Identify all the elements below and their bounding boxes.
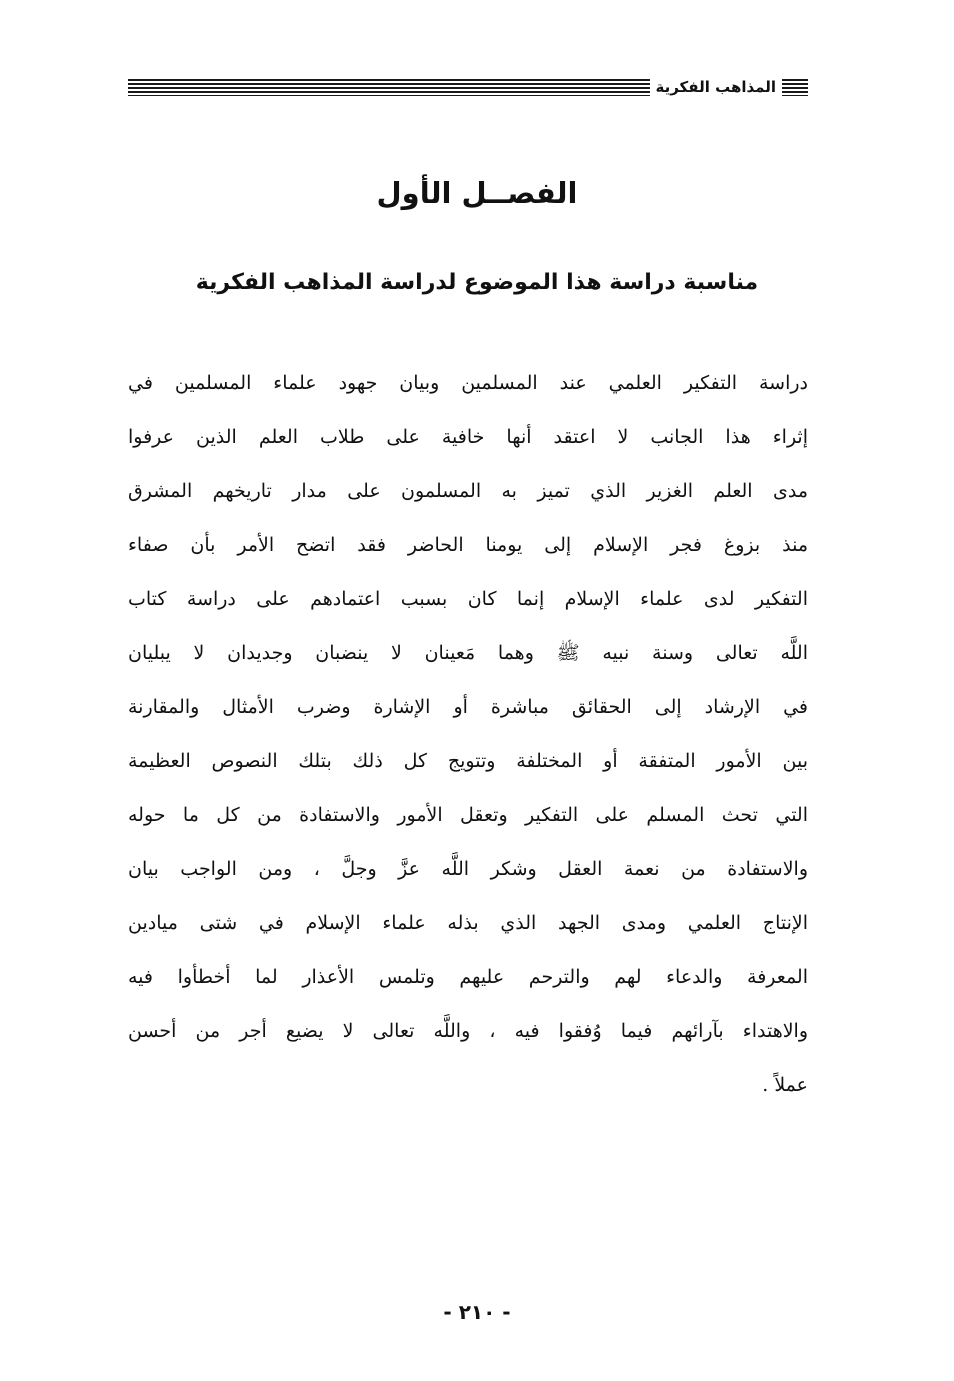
text-line: منذ بزوغ فجر الإسلام إلى يومنا الحاضر فقد اتضح الأمر بأن صفاء xyxy=(128,534,808,556)
text-line: المعرفة والدعاء لهم والترحم عليهم وتلمس الأعذار لما أخطأوا فيه xyxy=(128,966,808,988)
text-line-last: عملاً . xyxy=(762,1074,808,1096)
text-line: الإنتاج العلمي ومدى الجهد الذي بذله علماء الإسلام في شتى ميادين xyxy=(128,912,808,934)
text-line: بين الأمور المتفقة أو المختلفة وتتويج كل ذلك بتلك النصوص العظيمة xyxy=(128,750,808,772)
text-line: التفكير لدى علماء الإسلام إنما كان بسبب اعتمادهم على دراسة كتاب xyxy=(128,588,808,610)
text-line: في الإرشاد إلى الحقائق مباشرة أو الإشارة وضرب الأمثال والمقارنة xyxy=(128,696,808,718)
chapter-subtitle: مناسبة دراسة هذا الموضوع لدراسة المذاهب الفكرية xyxy=(195,270,759,295)
running-header xyxy=(128,76,808,98)
text-line: إثراء هذا الجانب لا اعتقد أنها خافية على طلاب العلم الذين عرفوا xyxy=(128,426,808,448)
text-line: التي تحث المسلم على التفكير وتعقل الأمور والاستفادة من كل ما حوله xyxy=(128,804,808,826)
header-rule-long xyxy=(128,79,650,96)
text-line: مدى العلم الغزير الذي تميز به المسلمون على مدار تاريخهم المشرق xyxy=(128,480,808,502)
body-paragraph xyxy=(128,356,808,1112)
text-line: والاستفادة من نعمة العقل وشكر اللَّه عزَّ وجلَّ ، ومن الواجب بيان xyxy=(128,858,808,880)
page-number: - ٢١٠ - xyxy=(443,1300,511,1324)
text-line: دراسة التفكير العلمي عند المسلمين وبيان جهود علماء المسلمين في xyxy=(128,372,808,394)
header-rule-short xyxy=(782,79,808,96)
chapter-title: الفصــل الأول xyxy=(376,176,578,210)
running-header-title: المذاهب الفكرية xyxy=(655,78,776,96)
text-line: والاهتداء بآرائهم فيما وُفقوا فيه ، واللَّه تعالى لا يضيع أجر من أحسن xyxy=(128,1020,808,1042)
text-line: اللَّه تعالى وسنة نبيه ﷺ وهما مَعينان لا ينضبان وجديدان لا يبليان xyxy=(128,642,808,664)
